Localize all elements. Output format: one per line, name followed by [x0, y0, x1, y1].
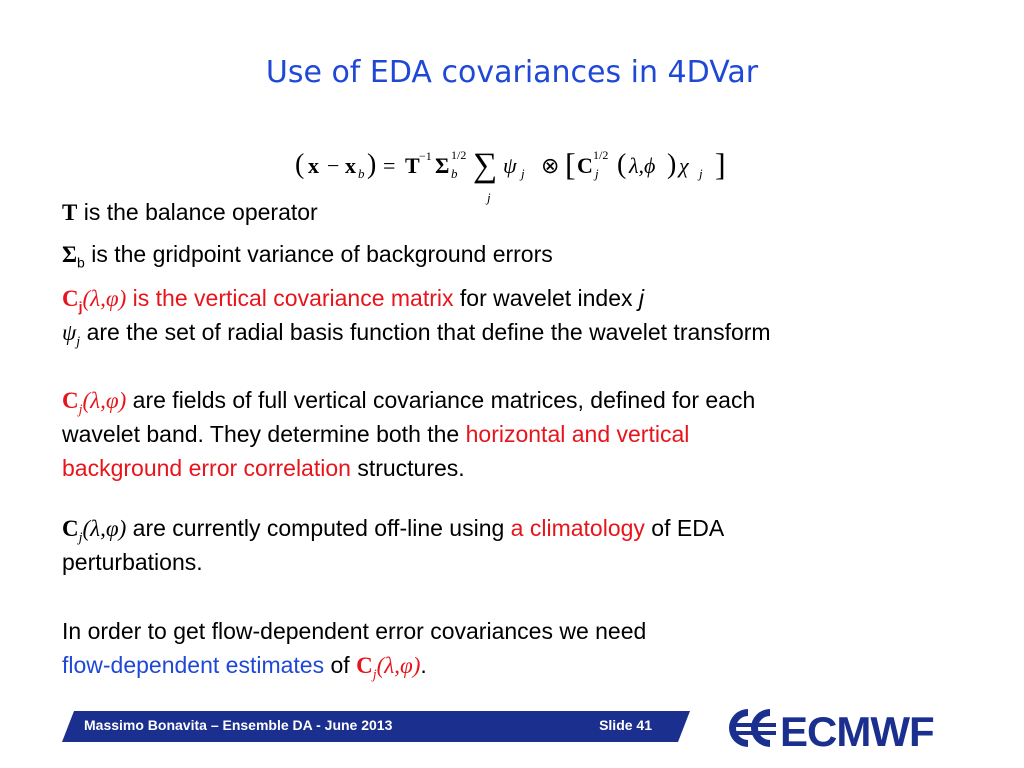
footer-author: Massimo Bonavita – Ensemble DA - June 2013	[84, 717, 393, 733]
eq-paren2-open: (	[617, 149, 627, 180]
p3-c-sub: j	[372, 667, 377, 683]
logo-wave-2	[736, 731, 776, 735]
line-vertical-covariance	[62, 284, 644, 321]
line-balance-operator	[62, 198, 318, 227]
p1-args: (λ,φ)	[82, 388, 127, 413]
equation	[295, 140, 765, 210]
eq-sigma: Σ	[435, 153, 450, 178]
eq-b-sub2: b	[451, 166, 458, 181]
eq-T: T	[405, 153, 420, 178]
c-symbol: C	[62, 286, 79, 311]
eq-paren-open: (	[295, 149, 305, 180]
logo-wave-1	[736, 723, 776, 727]
p2-c-sub: j	[78, 530, 83, 546]
p2-text-a: are currently computed off-line using	[126, 515, 511, 541]
para1-line2	[62, 420, 689, 448]
eq-C-half: 1/2	[593, 148, 609, 162]
ecmwf-logo	[718, 703, 958, 753]
line-gridpoint-variance	[62, 240, 553, 277]
p3-text-a: In order to get flow-dependent error covariances we need	[62, 618, 647, 644]
psi-text: are the set of radial basis function that define the wavelet transform	[80, 319, 771, 345]
para3-line2	[62, 651, 427, 690]
eq-sum-j: j	[487, 190, 491, 205]
para1-line3	[62, 454, 465, 482]
eq-C: C	[577, 153, 593, 178]
p1-text-c: structures.	[350, 455, 465, 481]
logo-arc-2	[751, 709, 770, 747]
para2-line1	[62, 514, 724, 553]
eq-chi: χ	[679, 153, 689, 178]
p1-c-symbol: C	[62, 388, 79, 413]
eq-bracket-close: ]	[715, 146, 726, 182]
p1-text-b: wavelet band. They determine both the	[62, 421, 466, 447]
p3-text-b: of	[324, 652, 357, 678]
sigma-symbol: Σ	[62, 242, 78, 267]
p3-args: (λ,φ)	[376, 653, 421, 678]
eq-chi-j: j	[699, 166, 703, 181]
eq-bracket-open: [	[565, 146, 576, 182]
p2-text-c: perturbations.	[62, 549, 203, 575]
para1-line1	[62, 386, 755, 425]
para2-line2	[62, 548, 203, 576]
eq-b-sub: b	[358, 166, 365, 181]
p1-red-a: horizontal and vertical	[465, 421, 690, 447]
psi-symbol: ψ	[62, 320, 77, 345]
eq-inv: −1	[419, 149, 432, 163]
eq-psi-j: j	[521, 166, 525, 181]
line-radial-basis	[62, 318, 771, 357]
c-index: j	[638, 285, 645, 311]
slide-title: Use of EDA covariances in 4DVar	[265, 55, 759, 90]
eq-sum: ∑	[473, 147, 498, 184]
eq-half: 1/2	[451, 148, 467, 162]
eq-paren-close: )	[367, 149, 377, 180]
eq-otimes: ⊗	[541, 153, 560, 178]
eq-lambda: λ,ϕ	[629, 153, 656, 178]
p3-c-symbol: C	[356, 653, 373, 678]
p2-c-symbol: C	[62, 516, 79, 541]
t-symbol: T	[62, 200, 78, 225]
p2-args: (λ,φ)	[82, 516, 127, 541]
eq-C-j: j	[595, 166, 599, 181]
c-sub: j	[78, 298, 83, 315]
t-text: is the balance operator	[77, 199, 318, 225]
c-args: (λ,φ)	[82, 286, 127, 311]
c-black-text: for wavelet index	[453, 285, 639, 311]
logo-arc-1	[729, 709, 748, 747]
psi-sub: j	[76, 334, 81, 350]
sigma-text: is the gridpoint variance of background errors	[84, 241, 553, 267]
para3-line1	[62, 617, 646, 645]
p1-text-a: are fields of full vertical covariance matrices, defined for each	[126, 387, 756, 413]
p2-text-b: of EDA	[644, 515, 725, 541]
footer-bar	[62, 711, 690, 742]
eq-equals: =	[383, 153, 396, 178]
eq-minus: −	[327, 153, 340, 178]
eq-xb: x	[345, 153, 356, 178]
eq-x: x	[308, 153, 319, 178]
logo-text: ECMWF	[780, 708, 934, 753]
p3-blue: flow-dependent estimates	[62, 652, 325, 678]
slide-number: Slide 41	[599, 717, 652, 733]
c-red-text: is the vertical covariance matrix	[126, 285, 454, 311]
p3-end: .	[420, 652, 427, 678]
sigma-sub: b	[77, 254, 85, 271]
p2-red: a climatology	[510, 515, 645, 541]
p1-red-b: background error correlation	[62, 455, 351, 481]
p1-c-sub: j	[78, 402, 83, 418]
eq-psi: ψ	[503, 153, 517, 178]
eq-paren2-close: )	[667, 149, 677, 180]
